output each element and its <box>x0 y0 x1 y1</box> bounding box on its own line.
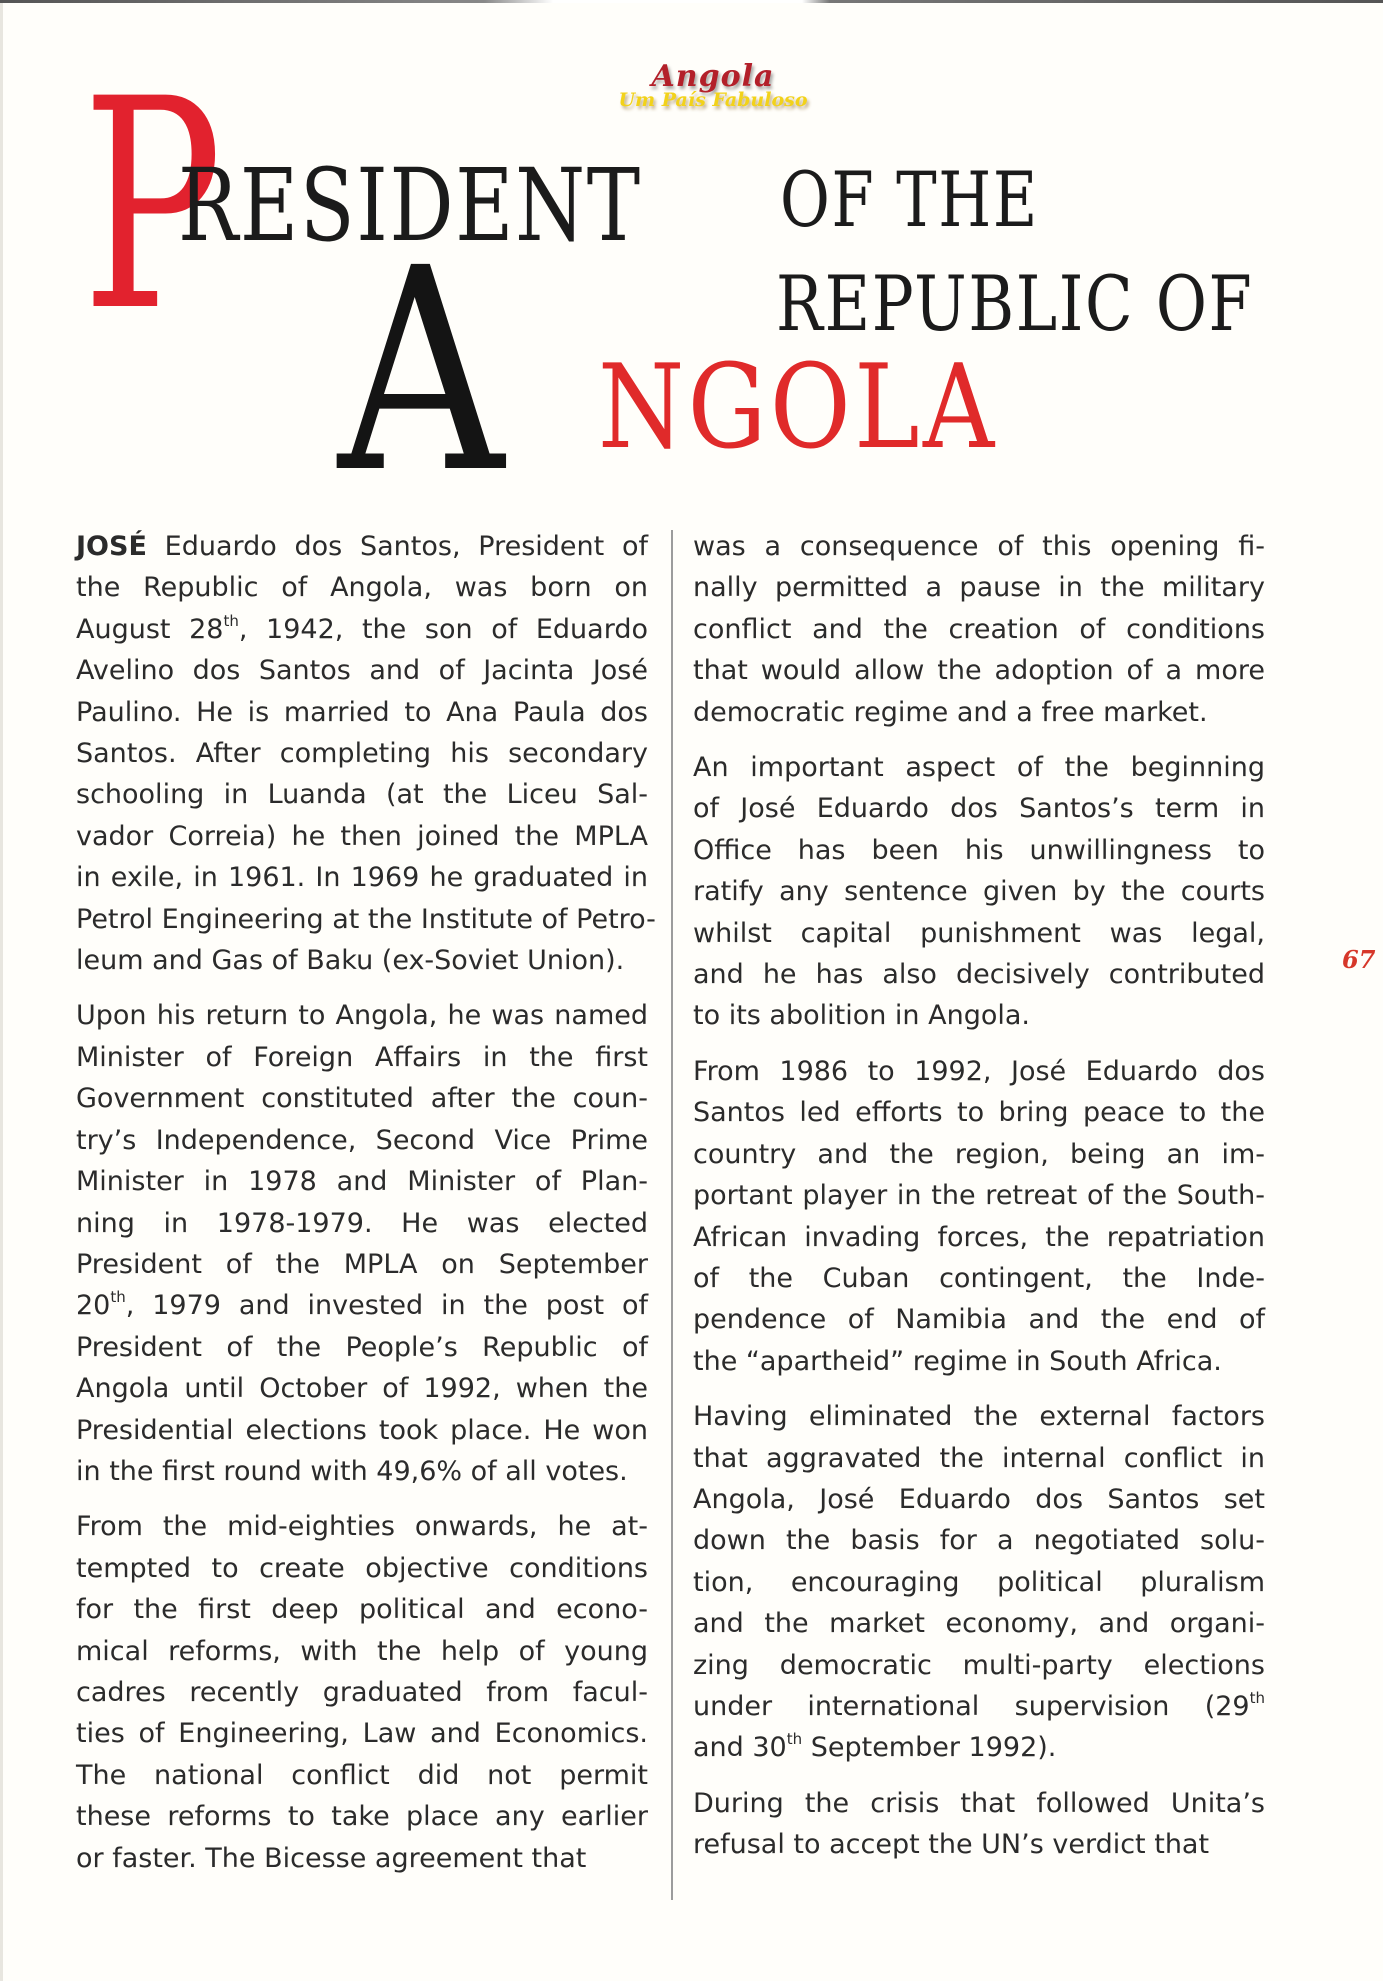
text-line <box>76 1713 648 1754</box>
text-line <box>693 1438 1265 1479</box>
ordinal-suffix: th <box>223 611 239 630</box>
line-text: August 28 <box>76 613 224 645</box>
line-text: From the mid-eighties onwards, he at- <box>76 1511 648 1543</box>
text-line <box>76 1120 648 1161</box>
text-line <box>76 1548 648 1589</box>
text-line <box>693 526 1265 567</box>
text-line <box>693 1299 1265 1340</box>
title-initial-p: P <box>82 38 223 375</box>
text-line <box>693 1258 1265 1299</box>
logo-subtitle: Um País Fabuloso <box>618 89 808 111</box>
line-text: African invading forces, the repatriation <box>693 1221 1265 1253</box>
line-text: of José Eduardo dos Santos’s term in <box>693 793 1265 825</box>
article-paragraph <box>693 526 1265 733</box>
text-line <box>693 1645 1265 1686</box>
article-paragraph <box>693 747 1265 1037</box>
article-paragraph <box>693 1783 1265 1866</box>
line-text: An important aspect of the beginning <box>693 752 1265 784</box>
line-text: whilst capital punishment was legal, <box>693 917 1265 949</box>
text-line <box>76 650 648 691</box>
line-text: ties of Engineering, Law and Economics. <box>76 1718 648 1750</box>
line-text: these reforms to take place any earlier <box>76 1801 648 1833</box>
line-text: refusal to accept the UN’s verdict that <box>693 1829 1210 1861</box>
text-line <box>76 1410 648 1451</box>
line-text: mical reforms, with the help of young <box>76 1635 648 1667</box>
line-text: ratify any sentence given by the courts <box>693 876 1265 908</box>
text-line <box>76 1755 648 1796</box>
article-paragraph <box>693 1051 1265 1382</box>
text-line <box>76 1327 648 1368</box>
text-line <box>693 995 1265 1036</box>
title-initial-a: A <box>338 209 504 535</box>
line-text: zing democratic multi-party elections <box>693 1649 1265 1681</box>
text-line <box>693 871 1265 912</box>
title-resident: RESIDENT <box>178 147 642 264</box>
line-text: From 1986 to 1992, José Eduardo dos <box>693 1055 1265 1087</box>
line-text: for the first deep political and econo- <box>76 1594 648 1626</box>
line-text: Paulino. He is married to Ana Paula dos <box>76 696 648 728</box>
page-number: 67 <box>1342 945 1376 974</box>
text-line <box>693 1686 1265 1727</box>
text-line <box>76 1631 648 1672</box>
line-text: vador Correia) he then joined the MPLA <box>76 820 648 852</box>
line-text: Minister of Foreign Affairs in the first <box>76 1041 648 1073</box>
line-text: September 1992). <box>802 1732 1057 1764</box>
text-line <box>693 1341 1265 1382</box>
line-text: country and the region, being an im- <box>693 1138 1265 1170</box>
text-line <box>693 1727 1265 1768</box>
line-text: President of the MPLA on September <box>76 1248 648 1280</box>
ordinal-suffix: th <box>786 1730 803 1749</box>
title-of-the: OF THE <box>780 155 1039 244</box>
line-text: and he has also decisively contributed <box>693 959 1265 991</box>
title-republic-of: REPUBLIC OF <box>776 259 1254 348</box>
line-text: nally permitted a pause in the military <box>693 572 1265 604</box>
text-line <box>693 1520 1265 1561</box>
text-line <box>693 692 1265 733</box>
text-line <box>76 1506 648 1547</box>
magazine-logo <box>568 59 858 111</box>
text-line <box>693 1396 1265 1437</box>
line-text: the Republic of Angola, was born on <box>76 572 648 604</box>
line-text: democratic regime and a free market. <box>693 696 1208 728</box>
text-line <box>76 1589 648 1630</box>
line-text: Having eliminated the external factors <box>693 1401 1265 1433</box>
text-line <box>693 747 1265 788</box>
right-column <box>693 526 1265 1880</box>
text-line <box>76 899 656 940</box>
line-text: cadres recently graduated from facul- <box>76 1676 648 1708</box>
line-text: Angola, José Eduardo dos Santos set <box>693 1483 1265 1515</box>
line-text: tempted to create objective conditions <box>76 1552 648 1584</box>
line-text: down the basis for a negotiated solu- <box>693 1525 1265 1557</box>
column-divider <box>671 530 673 1900</box>
text-line <box>76 1368 648 1409</box>
text-line <box>76 1838 648 1879</box>
line-text: , 1942, the son of Eduardo <box>238 613 648 645</box>
line-text: Angola until October of 1992, when the <box>76 1373 648 1405</box>
text-line <box>76 816 648 857</box>
line-text: in the first round with 49,6% of all votes. <box>76 1455 628 1487</box>
text-line <box>693 788 1265 829</box>
line-text: portant player in the retreat of the South- <box>693 1180 1265 1212</box>
ordinal-suffix: th <box>1249 1688 1265 1707</box>
line-text: Avelino dos Santos and of Jacinta José <box>76 655 648 687</box>
text-line <box>76 692 648 733</box>
text-line <box>693 1479 1265 1520</box>
text-line <box>693 830 1265 871</box>
line-text: During the crisis that followed Unita’s <box>693 1787 1265 1819</box>
text-line <box>76 774 648 815</box>
text-line <box>76 995 648 1036</box>
lead-word: JOSÉ <box>76 531 147 562</box>
line-text: , 1979 and invested in the post of <box>125 1290 648 1322</box>
text-line <box>76 1037 648 1078</box>
line-text: Minister in 1978 and Minister of Plan- <box>76 1166 648 1198</box>
line-text: was a consequence of this opening fi- <box>693 531 1265 562</box>
text-line <box>76 526 648 567</box>
line-text: ning in 1978-1979. He was elected <box>76 1207 648 1239</box>
text-line <box>76 567 648 608</box>
text-line <box>693 913 1265 954</box>
line-text: Presidential elections took place. He won <box>76 1414 648 1446</box>
text-line <box>693 650 1265 691</box>
line-text: that aggravated the internal conflict in <box>693 1442 1265 1474</box>
line-text: conflict and the creation of conditions <box>693 613 1265 645</box>
line-text: of the Cuban contingent, the Inde- <box>693 1262 1265 1294</box>
text-line <box>76 1161 648 1202</box>
line-text: tion, encouraging political pluralism <box>693 1566 1265 1598</box>
line-text: pendence of Namibia and the end of <box>693 1304 1265 1336</box>
text-line <box>76 1285 648 1326</box>
text-line <box>76 1244 648 1285</box>
title-ngola: NGOLA <box>598 340 998 475</box>
text-line <box>693 609 1265 650</box>
text-line <box>693 1217 1265 1258</box>
line-text: Petrol Engineering at the Institute of Petro- <box>76 903 656 935</box>
line-text: Government constituted after the coun- <box>76 1083 648 1115</box>
article-paragraph <box>693 1396 1265 1769</box>
line-text: Eduardo dos Santos, President of <box>146 531 648 562</box>
text-line <box>76 1796 648 1837</box>
article-paragraph <box>76 995 648 1492</box>
line-text: or faster. The Bicesse agreement that <box>76 1842 587 1874</box>
text-line <box>693 1783 1265 1824</box>
line-text: Santos led efforts to bring peace to the <box>693 1097 1265 1129</box>
line-text: Santos. After completing his secondary <box>76 738 648 770</box>
logo-title: Angola <box>651 59 775 94</box>
line-text: schooling in Luanda (at the Liceu Sal- <box>76 779 648 811</box>
line-text: leum and Gas of Baku (ex-Soviet Union). <box>76 945 625 977</box>
line-text: in exile, in 1961. In 1969 he graduated in <box>76 862 648 894</box>
text-line <box>693 1134 1265 1175</box>
line-text: Office has been his unwillingness to <box>693 834 1265 866</box>
text-line <box>693 1562 1265 1603</box>
line-text: try’s Independence, Second Vice Prime <box>76 1124 648 1156</box>
line-text: President of the People’s Republic of <box>76 1331 648 1363</box>
line-text: to its abolition in Angola. <box>693 1000 1030 1032</box>
line-text: that would allow the adoption of a more <box>693 655 1265 687</box>
text-line <box>693 1824 1265 1865</box>
ordinal-suffix: th <box>110 1288 126 1307</box>
text-line <box>693 1603 1265 1644</box>
text-line <box>76 857 648 898</box>
text-line <box>693 567 1265 608</box>
text-line <box>693 954 1265 995</box>
text-line <box>693 1175 1265 1216</box>
scan-edge <box>0 0 1383 3</box>
article-paragraph <box>76 526 656 981</box>
text-line <box>693 1051 1265 1092</box>
line-text: 20 <box>76 1290 111 1322</box>
text-line <box>76 1203 648 1244</box>
line-text: under international supervision (29 <box>693 1690 1250 1722</box>
line-text: Upon his return to Angola, he was named <box>76 1000 648 1032</box>
page-edge <box>0 3 3 1981</box>
text-line <box>76 733 648 774</box>
left-column <box>76 526 656 1893</box>
text-line <box>76 609 648 650</box>
line-text: the “apartheid” regime in South Africa. <box>693 1345 1222 1377</box>
text-line <box>76 1451 648 1492</box>
article-paragraph <box>76 1506 648 1879</box>
line-text: and 30 <box>693 1732 787 1764</box>
text-line <box>693 1092 1265 1133</box>
text-line <box>76 1078 648 1119</box>
line-text: The national conflict did not permit <box>76 1759 648 1791</box>
line-text: and the market economy, and organi- <box>693 1608 1265 1640</box>
text-line <box>76 1672 648 1713</box>
text-line <box>76 940 648 981</box>
